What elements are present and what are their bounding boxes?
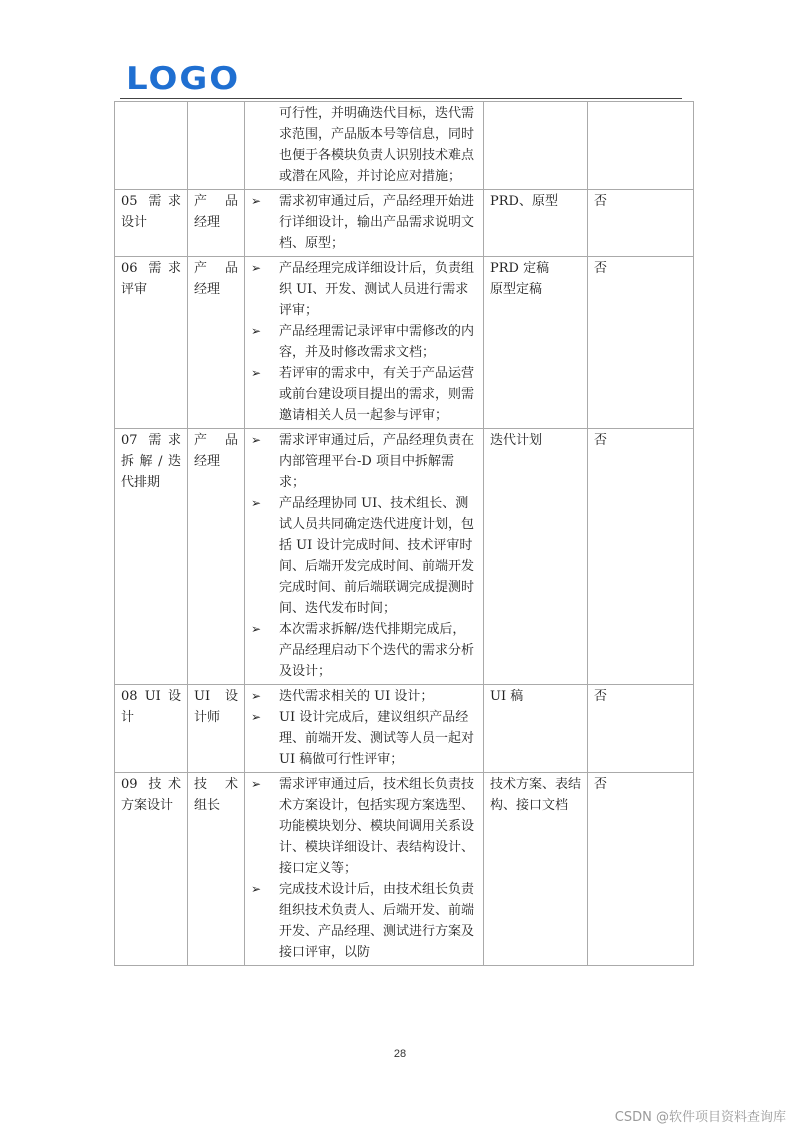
watermark: CSDN @软件项目资料查询库: [614, 1110, 786, 1125]
steps-cell: [245, 429, 484, 685]
role-line: 产 品: [194, 261, 238, 276]
output-cell: [484, 685, 588, 773]
stage-cell: [115, 190, 188, 257]
stage-line: 计: [121, 710, 135, 725]
page-number: 28: [393, 1048, 407, 1060]
step-item: ➢ 迭代需求相关的 UI 设计；: [251, 686, 477, 707]
stage-line: 07 需求: [121, 433, 181, 448]
output-line: PRD 定稿: [490, 261, 550, 276]
required-cell: 否: [588, 190, 694, 257]
steps-list: [251, 686, 477, 770]
output-line: 原型定稿: [490, 282, 543, 297]
role-cell: [188, 429, 245, 685]
stage-cell: [115, 102, 188, 190]
table-row: [115, 429, 694, 685]
role-line: 组长: [194, 798, 221, 813]
role-line: 经理: [194, 215, 221, 230]
table-row: [115, 773, 694, 966]
stage-cell: [115, 257, 188, 429]
step-item: ➢ 需求评审通过后，技术组长负责技术方案设计，包括实现方案选型、功能模块划分、模块间调用关系设计、模块详细设计、表结构设计、接口定义等；: [251, 774, 477, 879]
step-item: ➢ 本次需求拆解/迭代排期完成后，产品经理启动下个迭代的需求分析及设计；: [251, 619, 477, 682]
role-line: 产 品: [194, 433, 238, 448]
output-cell: [484, 102, 588, 190]
table-row: [115, 190, 694, 257]
stage-cell: [115, 685, 188, 773]
steps-cell: [245, 102, 484, 190]
output-cell: [484, 190, 588, 257]
output-line: PRD、原型: [490, 194, 558, 209]
stage-line: 评审: [121, 282, 148, 297]
steps-list: [251, 774, 477, 963]
step-item: ➢ 产品经理需记录评审中需修改的内容，并及时修改需求文档；: [251, 321, 477, 363]
step-item: ➢ 若评审的需求中，有关于产品运营或前台建设项目提出的需求，则需邀请相关人员一起参与评审；: [251, 363, 477, 426]
steps-list: [251, 191, 477, 254]
stage-line: 方案设计: [121, 798, 174, 813]
output-line: 技术方案、表结构、接口文档: [490, 777, 582, 813]
stage-line: 05 需求: [121, 194, 181, 209]
output-cell: [484, 773, 588, 966]
stage-line: 06 需求: [121, 261, 181, 276]
steps-list: [251, 103, 477, 187]
role-cell: [188, 257, 245, 429]
steps-list: [251, 258, 477, 426]
required-cell: 否: [588, 685, 694, 773]
stage-cell: [115, 773, 188, 966]
role-cell: [188, 773, 245, 966]
role-cell: [188, 190, 245, 257]
stage-line: 09 技术: [121, 777, 181, 792]
process-table: [114, 101, 694, 966]
steps-cell: [245, 685, 484, 773]
output-line: 迭代计划: [490, 433, 543, 448]
role-cell: [188, 685, 245, 773]
required-cell: 否: [588, 429, 694, 685]
output-cell: [484, 429, 588, 685]
stage-line: 代排期: [121, 475, 161, 490]
required-cell: 否: [588, 773, 694, 966]
table-row: [115, 257, 694, 429]
required-cell: 否: [588, 257, 694, 429]
step-item: ➢ 产品经理完成详细设计后，负责组织 UI、开发、测试人员进行需求评审；: [251, 258, 477, 321]
role-line: 计师: [194, 710, 221, 725]
table-row: [115, 685, 694, 773]
stage-line: 08 UI 设: [121, 689, 181, 704]
steps-cell: [245, 773, 484, 966]
step-item: ➢ 需求初审通过后，产品经理开始进行详细设计，输出产品需求说明文档、原型；: [251, 191, 477, 254]
stage-line: 设计: [121, 215, 148, 230]
stage-line: 拆解/迭: [121, 454, 181, 469]
role-line: 经理: [194, 454, 221, 469]
step-item: 可行性，并明确迭代目标，迭代需求范围，产品版本号等信息，同时也便于各模块负责人识别技术难点或潜在风险，并讨论应对措施；: [279, 106, 475, 184]
table-row: [115, 102, 694, 190]
step-item: ➢ UI 设计完成后，建议组织产品经理、前端开发、测试等人员一起对 UI 稿做可行性评审；: [251, 707, 477, 770]
output-cell: [484, 257, 588, 429]
role-line: UI 设: [194, 689, 238, 704]
stage-cell: [115, 429, 188, 685]
role-line: 经理: [194, 282, 221, 297]
logo: LOGO: [126, 60, 241, 98]
role-line: 产 品: [194, 194, 238, 209]
required-cell: [588, 102, 694, 190]
role-cell: [188, 102, 245, 190]
step-item: ➢ 需求评审通过后，产品经理负责在内部管理平台-D 项目中拆解需求；: [251, 430, 477, 493]
step-item: ➢ 完成技术设计后，由技术组长负责组织技术负责人、后端开发、前端开发、产品经理、测试进行方案及接口评审，以防: [251, 879, 477, 963]
steps-cell: [245, 190, 484, 257]
steps-list: [251, 430, 477, 682]
header-rule: [120, 98, 682, 99]
steps-cell: [245, 257, 484, 429]
step-item: ➢ 产品经理协同 UI、技术组长、测试人员共同确定迭代进度计划，包括 UI 设计完成时间、技术评审时间、后端开发完成时间、前端开发完成时间、前后端联调完成提测时间、迭代发布时间；: [251, 493, 477, 619]
output-line: UI 稿: [490, 689, 524, 704]
role-line: 技 术: [194, 777, 238, 792]
